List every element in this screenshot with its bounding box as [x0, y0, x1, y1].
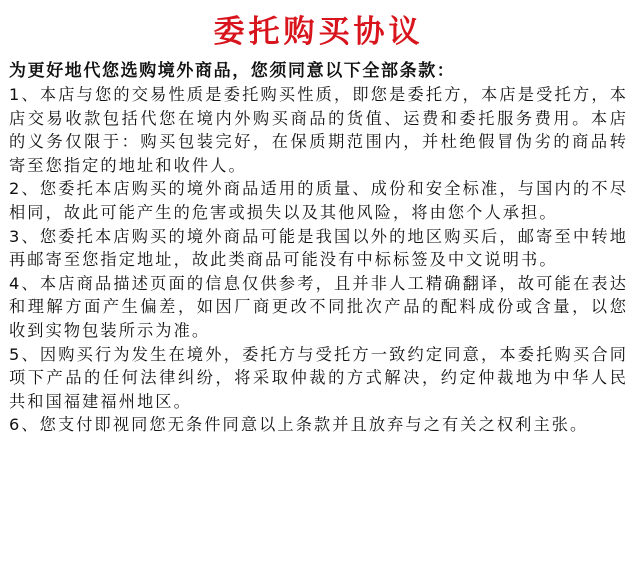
clause-2: 2、您委托本店购买的境外商品适用的质量、成份和安全标准，与国内的不尽相同，故此可能产生的危害或损失以及其他风险，将由您个人承担。	[9, 179, 628, 222]
clause-3: 3、您委托本店购买的境外商品可能是我国以外的地区购买后，邮寄至中转地再邮寄至您指定地址，故此类商品可能没有中标标签及中文说明书。	[9, 226, 628, 270]
page-title: 委托购买协议	[213, 14, 424, 50]
clause-6: 6、您支付即视同您无条件同意以上条款并且放弃与之有关之权利主张。	[9, 415, 589, 435]
clause-5: 5、因购买行为发生在境外，委托方与受托方一致约定同意，本委托购买合同项下产品的任何法律纠纷，将采取仲裁的方式解决，约定仲裁地为中华人民共和国福建福州地区。	[9, 344, 628, 411]
intro-text: 为更好地代您选购境外商品，您须同意以下全部条款：	[9, 61, 456, 81]
clause-4: 4、本店商品描述页面的信息仅供参考，且并非人工精确翻译，故可能在表达和理解方面产生偏差，如因厂商更改不同批次产品的配料成份或含量，以您收到实物包装所示为准。	[9, 273, 628, 340]
clause-1: 1、本店与您的交易性质是委托购买性质，即您是委托方，本店是受托方，本店交易收款包括代您在境内外购买商品的货值、运费和委托服务费用。本店的义务仅限于：购买包装完好，在保质期范围内，并杜绝假冒伪劣的商品转寄至您指定的地址和收件人。	[9, 85, 628, 175]
